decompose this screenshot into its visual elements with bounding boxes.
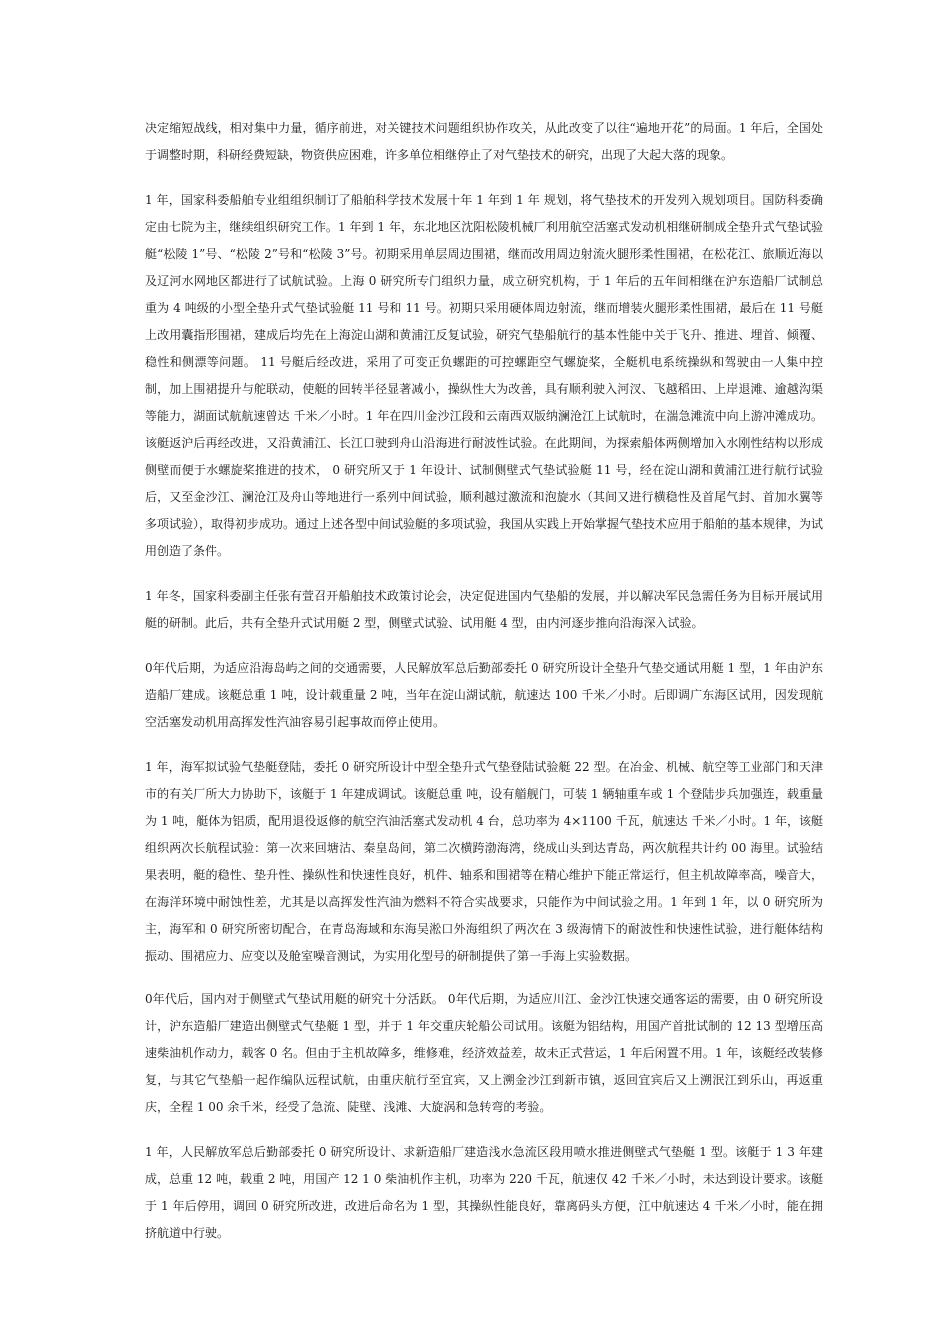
paragraph-2: 1 年，国家科委船舶专业组组织制订了船舶科学技术发展十年 1 年到 1 年 规划，将气垫技术的开发列入规划项目。国防科委确定由七院为主，继续组织研究工作。1 年到 1 年，东北地区沈阳松陵机械厂利用航空活塞式发动机相继研制成全垫升式气垫试验艇“松陵 1”号、“松陵 2”号和“松陵 3”号。初期采用单层周边围裙，继而改用周边射流火腿形柔性围裙，在松花江、旅顺近海以及辽河水网地区都进行了试航试验。上海 0 研究所专门组织力量，成立研究机构，于 1 年后的五年间相继在沪东造船厂试制总重为 4 吨级的小型全垫升式气垫试验艇 11 号和 11 号。初期只采用硬体周边射流，继而增装火腿形柔性围裙，最后在 11 号艇上改用囊指形围裙，建成后均先在上海淀山湖和黄浦江反复试验，研究气垫船航行的基本性能中关于飞升、推进、埋首、倾覆、稳性和侧漂等问题。 11 号艇后经改进，采用了可变正负螺距的可控螺距空气螺旋桨，全艇机电系统操纵和驾驶由一人集中控制，加上围裙提升与舵联动，使艇的回转半径显著减小，操纵性大为改善，具有顺利驶入河汊、飞越稻田、上岸退滩、逾越沟渠等能力，湖面试航航速曾达 千米／小时。1 年在四川金沙江段和云南西双版纳澜沧江上试航时，在湍急滩流中向上游冲滩成功。该艇返沪后再经改进，又沿黄浦江、长江口驶到舟山沿海进行耐波性试验。在此期间，为探索船体两侧增加入水刚性结构以形成侧壁而便于水螺旋桨推进的技术， 0 研究所又于 1 年设计、试制侧壁式气垫试验艇 11 号，经在淀山湖和黄浦江进行航行试验后，又至金沙江、澜沧江及舟山等地进行一系列中间试验，顺利越过激流和泡旋水（其间又进行横稳性及首尾气封、首加水翼等多项试验），取得初步成功。通过上述各型中间试验艇的多项试验，我国从实践上开始掌握气垫技术应用于船舶的基本规律，为试用创造了条件。 — [145, 193, 824, 558]
document-body — [145, 115, 823, 1247]
paragraph-7: 1 年，人民解放军总后勤部委托 0 研究所设计、求新造船厂建造浅水急流区段用喷水推进侧壁式气垫艇 1 型。该艇于 1 3 年建成，总重 12 吨，载重 2 吨，用国产 12 1 0 柴油机作主机，功率为 220 千瓦，航速仅 42 千米／小时，未达到设计要求。该艇于 1 年后停用，调回 0 研究所改进，改进后命名为 1 型，其操纵性能良好，靠离码头方便，江中航速达 4 千米／小时，能在拥挤航道中行驶。 — [145, 1145, 823, 1240]
paragraph-4: 0年代后期，为适应沿海岛屿之间的交通需要，人民解放军总后勤部委托 0 研究所设计全垫升气垫交通试用艇 1 型，1 年由沪东造船厂建成。该艇总重 1 吨，设计载重量 2 吨，当年在淀山湖试航，航速达 100 千米／小时。后即调广东海区试用，因发现航空活塞发动机用高挥发性汽油容易引起事故而停止使用。 — [145, 661, 823, 729]
paragraph-5: 1 年，海军拟试验气垫艇登陆，委托 0 研究所设计中型全垫升式气垫登陆试验艇 22 型。在冶金、机械、航空等工业部门和天津市的有关厂所大力协助下，该艇于 1 年建成调试。该艇总重 吨，设有艏舰门，可装 1 辆轴重车或 1 个登陆步兵加强连，载重量为 1 吨，艇体为铝质，配用退役返修的航空汽油活塞式发动机 4 台，总功率为 4×1100 千瓦，航速达 千米／小时。1 年，该艇组织两次长航程试验：第一次来回塘沽、秦皇岛间，第二次横跨渤海湾，绕成山头到达青岛，两次航程共计约 00 海里。试验结果表明，艇的稳性、垫升性、操纵性和快速性良好，机件、轴系和围裙等在精心维护下能正常运行，但主机故障率高，噪音大，在海洋环境中耐蚀性差，尤其是以高挥发性汽油为燃料不符合实战要求，只能作为中间试验之用。1 年到 1 年，以 0 研究所为主，海军和 0 研究所密切配合，在青岛海域和东海吴淞口外海组织了两次在 3 级海情下的耐波性和快速性试验，进行艇体结构振动、围裙应力、应变以及舱室噪音测试，为实用化型号的研制提供了第一手海上实验数据。 — [145, 760, 823, 963]
paragraph-6: 0年代后，国内对于侧壁式气垫试用艇的研究十分活跃。 0年代后期，为适应川江、金沙江快速交通客运的需要，由 0 研究所设计，沪东造船厂建造出侧壁式气垫艇 1 型，并于 1 年交重庆轮船公司试用。该艇为铝结构，用国产首批试制的 12 13 型增压高速柴油机作动力，载客 0 名。但由于主机故障多，维修难，经济效益差，故未正式营运，1 年后闲置不用。1 年，该艇经改装修复，与其它气垫船一起作编队远程试航，由重庆航行至宜宾，又上溯金沙江到新市镇，返回宜宾后又上溯泯江到乐山，再返重庆，全程 1 00 余千米，经受了急流、陡壁、浅滩、大旋涡和急转弯的考验。 — [145, 992, 823, 1114]
paragraph-1: 决定缩短战线，相对集中力量，循序前进，对关键技术问题组织协作攻关，从此改变了以往“遍地开花”的局面。1 年后，全国处于调整时期，科研经费短缺，物资供应困难，许多单位相继停止了对气垫技术的研究，出现了大起大落的现象。 — [145, 121, 823, 162]
paragraph-3: 1 年冬，国家科委副主任张有萱召开船舶技术政策讨论会，决定促进国内气垫船的发展，并以解决军民急需任务为目标开展试用艇的研制。此后，共有全垫升式试用艇 2 型，侧壁式试验、试用艇 4 型，由内河逐步推向沿海深入试验。 — [145, 589, 823, 630]
